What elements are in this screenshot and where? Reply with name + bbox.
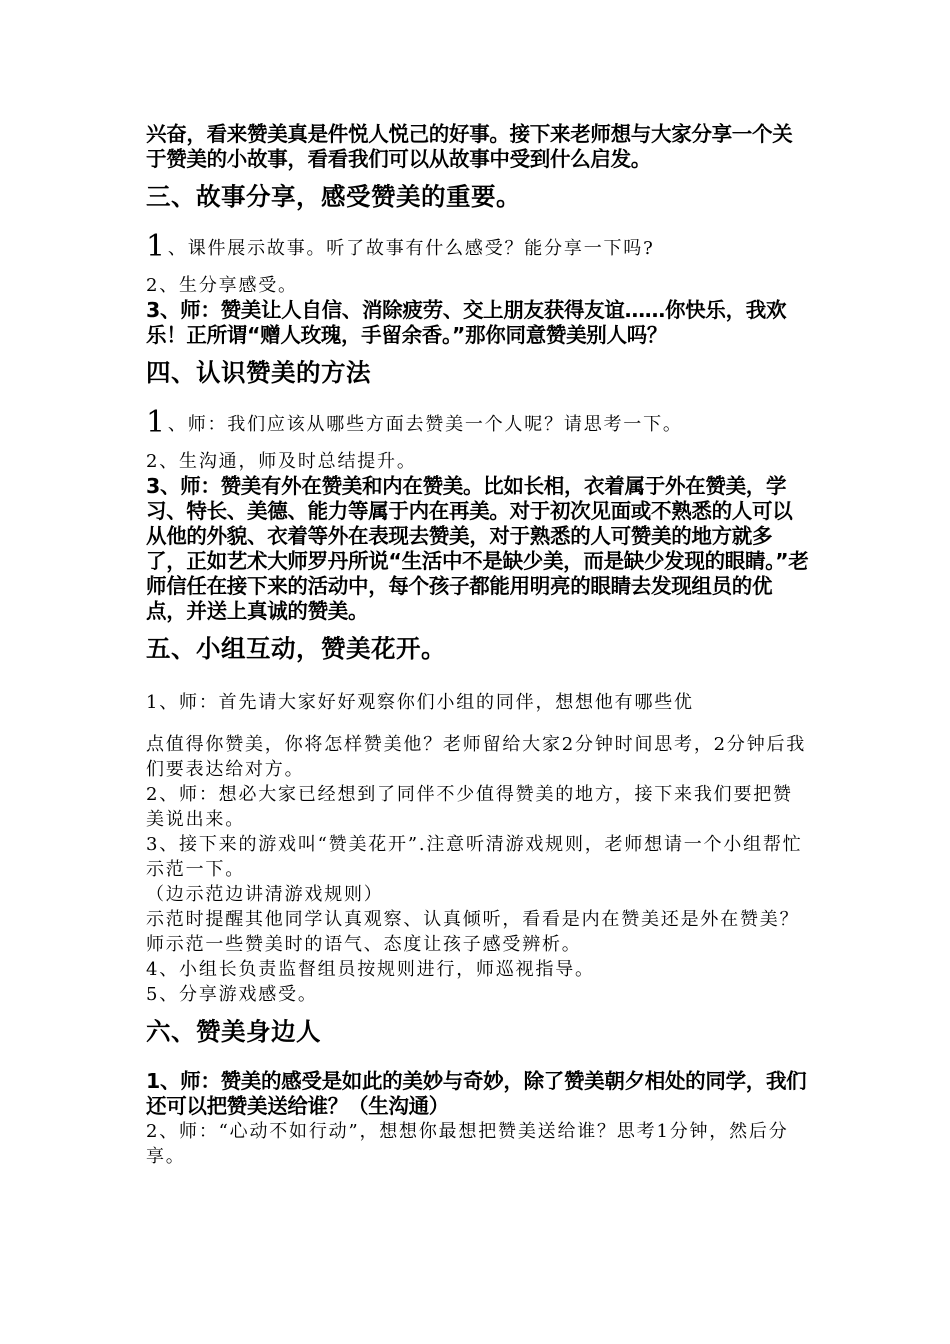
item-number: 1 <box>146 405 167 440</box>
list-item-continued: 点值得你赞美，你将怎样赞美他？老师留给大家2分钟时间思考，2分钟后我们要表达给对方。 <box>146 734 807 780</box>
item-text: 、课件展示故事。听了故事有什么感受？能分享一下吗? <box>167 238 655 259</box>
list-item: 4、小组长负责监督组员按规则进行，师巡视指导。 <box>146 959 595 980</box>
section-heading: 五、小组互动，赞美花开。 <box>146 634 446 663</box>
list-item: 5、分享游戏感受。 <box>146 984 318 1005</box>
section-story-sharing <box>146 180 810 348</box>
item-number: 1 <box>146 229 167 264</box>
list-item: 2、生分享感受。 <box>146 275 298 296</box>
intro-paragraph: 兴奋，看来赞美真是件悦人悦己的好事。接下来老师想与大家分享一个关于赞美的小故事，看看我们可以从故事中受到什么启发。 <box>146 122 793 171</box>
list-item: 2、师：想必大家已经想到了同伴不少值得赞美的地方，接下来我们要把赞美说出来。 <box>146 784 793 830</box>
list-item: （边示范边讲清游戏规则） <box>146 884 384 905</box>
list-item: 2、生沟通，师及时总结提升。 <box>146 451 417 472</box>
list-item: 1、师：赞美的感受是如此的美妙与奇妙，除了赞美朝夕相处的同学，我们还可以把赞美送给谁？（生沟通） <box>146 1069 807 1118</box>
list-item: 3、师：赞美让人自信、消除疲劳、交上朋友获得友谊……你快乐，我欢乐！正所谓“赠人玫瑰，手留余香。”那你同意赞美别人吗？ <box>146 298 787 347</box>
list-item: 3、师：赞美有外在赞美和内在赞美。比如长相，衣着属于外在赞美，学习、特长、美德、能力等属于内在再美。对于初次见面或不熟悉的人可以从他的外貌、衣着等外在表现去赞美，对于熟悉的人可赞美的地方就多了，正如艺术大师罗丹所说“生活中不是缺少美，而是缺少发现的眼睛。”老师信任在接下来的活动中，每个孩子都能用明亮的眼睛去发现组员的优点，并送上真诚的赞美。 <box>146 474 809 623</box>
list-item: 示范时提醒其他同学认真观察、认真倾听，看看是内在赞美还是外在赞美？师示范一些赞美时的语气、态度让孩子感受辨析。 <box>146 909 800 955</box>
list-item <box>146 686 810 720</box>
list-item <box>146 405 810 440</box>
section-group-interaction <box>146 632 810 1007</box>
section-praise-others <box>146 1015 810 1169</box>
item-text: 、师：我们应该从哪些方面去赞美一个人呢？请思考一下。 <box>167 414 683 435</box>
section-heading: 六、赞美身边人 <box>146 1017 321 1046</box>
item-text: 1、师：首先请大家好好观察你们小组的同伴，想想他有哪些优 <box>146 692 694 713</box>
list-item <box>146 229 810 264</box>
section-praise-methods <box>146 356 810 624</box>
list-item: 3、接下来的游戏叫“赞美花开”.注意听清游戏规则，老师想请一个小组帮忙示范一下。 <box>146 834 803 880</box>
section-heading: 三、故事分享，感受赞美的重要。 <box>146 182 521 211</box>
document-page <box>146 122 810 1169</box>
list-item: 2、师：“心动不如行动”，想想你最想把赞美送给谁？思考1分钟，然后分享。 <box>146 1121 789 1167</box>
section-heading: 四、认识赞美的方法 <box>146 358 371 387</box>
